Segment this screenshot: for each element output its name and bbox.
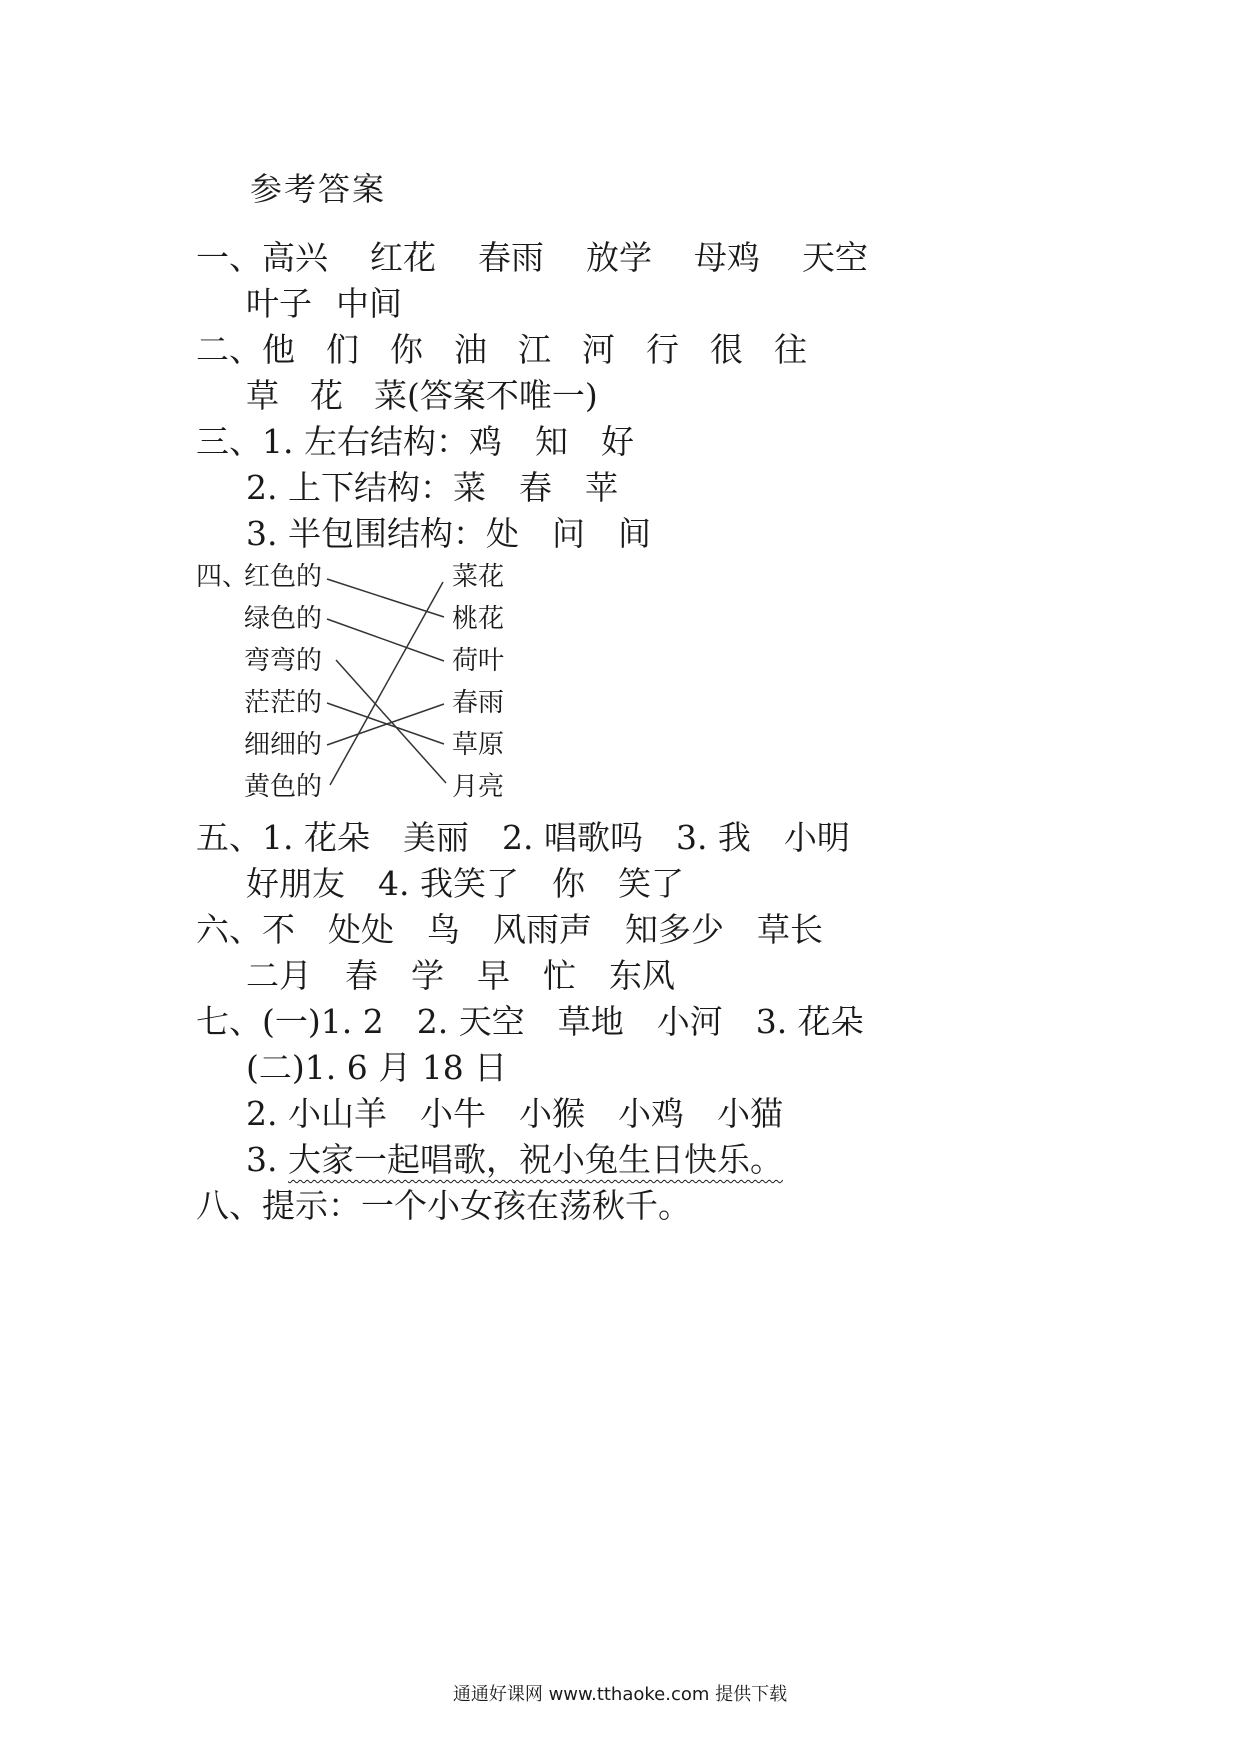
- section-8-line-1: [196, 1186, 691, 1226]
- section-2-word-4: 江: [518, 330, 551, 369]
- match-left-item-2: 弯弯的: [244, 646, 323, 676]
- section-2-word-0: 他: [262, 330, 295, 369]
- match-line-curved-moon: [336, 660, 446, 783]
- section-3-text-3: 3. 半包围结构：处 问 间: [246, 514, 651, 553]
- section-2-label: 二、: [196, 330, 262, 369]
- section-2-words: [262, 330, 807, 369]
- match-line-green-heye: [327, 619, 444, 661]
- match-right-item-5: 月亮: [452, 772, 505, 802]
- section-8-label: 八、: [196, 1186, 262, 1225]
- section-1-word-3: 放学: [586, 238, 652, 277]
- section-1-word-2-0: 叶子: [246, 284, 312, 323]
- match-line-yellow-rapeflower: [330, 582, 443, 785]
- section-1-word-4: 母鸡: [694, 238, 760, 277]
- section-1-words: [262, 238, 868, 277]
- section-2-word-2-0: 草: [246, 376, 279, 415]
- section-2-row-2: [246, 376, 598, 416]
- section-2-word-7: 很: [710, 330, 743, 369]
- section-1-word-2-1: 中间: [336, 284, 402, 323]
- section-2-word-5: 河: [582, 330, 615, 369]
- section-5-text-1: 1. 花朵 美丽 2. 唱歌吗 3. 我 小明: [262, 818, 850, 857]
- section-5-line-2: [246, 864, 684, 904]
- footer-source: 通通好课网 www.tthaoke.com 提供下载: [452, 1684, 788, 1705]
- section-3-text-1: 1. 左右结构：鸡 知 好: [262, 422, 634, 461]
- section-2-word-6: 行: [646, 330, 679, 369]
- section-1-word-1: 红花: [370, 238, 436, 277]
- section-6-line-2: [246, 956, 675, 996]
- section-2-word-2-1: 花: [310, 376, 343, 415]
- match-left-item-5: 黄色的: [244, 772, 323, 802]
- section-2-words-2: [246, 376, 598, 415]
- match-right-item-3: 春雨: [452, 688, 505, 718]
- match-line-thin-rain: [327, 704, 444, 745]
- section-2-word-3: 油: [454, 330, 487, 369]
- section-7-line-3: [246, 1094, 783, 1134]
- match-left-item-0: 红色的: [244, 562, 323, 592]
- section-3-line-2: [246, 468, 618, 508]
- section-3-text-2: 2. 上下结构：菜 春 苹: [246, 468, 618, 507]
- section-4-label: 四、: [196, 562, 249, 592]
- match-left-item-1: 绿色的: [244, 604, 323, 634]
- section-6-text-2: 二月 春 学 早 忙 东风: [246, 956, 675, 995]
- section-1-row-2: [246, 284, 402, 324]
- section-1-word-0: 高兴: [262, 238, 328, 277]
- section-2-word-1: 们: [326, 330, 359, 369]
- section-7-text-1: (一)1. 2 2. 天空 草地 小河 3. 花朵: [262, 1002, 864, 1041]
- page-title: 参考答案: [250, 170, 387, 208]
- section-5-label: 五、: [196, 818, 262, 857]
- section-7-text-2: (二)1. 6 月 18 日: [246, 1048, 508, 1087]
- section-2-word-2: 你: [390, 330, 423, 369]
- match-line-vast-grassland: [327, 703, 444, 744]
- match-right-item-1: 桃花: [452, 604, 505, 634]
- section-3-label: 三、: [196, 422, 262, 461]
- section-5-line-1: [196, 818, 850, 858]
- section-1-word-5: 天空: [802, 238, 868, 277]
- section-7-text-3: 2. 小山羊 小牛 小猴 小鸡 小猫: [246, 1094, 783, 1133]
- section-3-line-3: [246, 514, 651, 554]
- section-7-text-4-prefix: 3.: [246, 1140, 288, 1179]
- section-7-line-2: [246, 1048, 507, 1088]
- section-1-word-2: 春雨: [478, 238, 544, 277]
- section-1-row-1: [196, 238, 868, 278]
- match-right-item-4: 草原: [452, 730, 505, 760]
- section-8-text-1: 提示：一个小女孩在荡秋千。: [262, 1186, 691, 1225]
- match-right-item-0: 菜花: [452, 562, 505, 592]
- match-left-item-4: 细细的: [244, 730, 323, 760]
- section-7-wavy-underlined-answer: 大家一起唱歌，祝小兔生日快乐。: [287, 1140, 783, 1179]
- section-6-line-1: [196, 910, 823, 950]
- section-7-line-1: [196, 1002, 864, 1042]
- section-1-words-2: [246, 284, 402, 323]
- match-left-item-3: 茫茫的: [244, 688, 323, 718]
- section-6-text-1: 不 处处 鸟 风雨声 知多少 草长: [262, 910, 823, 949]
- section-2-word-2-2: 菜(答案不唯一): [374, 376, 598, 415]
- match-right-item-2: 荷叶: [452, 646, 505, 676]
- section-2-row-1: [196, 330, 807, 370]
- section-6-label: 六、: [196, 910, 262, 949]
- match-line-red-caihua: [327, 579, 444, 617]
- section-7-line-4: [246, 1140, 783, 1180]
- section-7-label: 七、: [196, 1002, 262, 1041]
- section-2-word-8: 往: [774, 330, 807, 369]
- section-1-label: 一、: [196, 238, 262, 277]
- section-3-line-1: [196, 422, 634, 462]
- section-5-text-2: 好朋友 4. 我笑了 你 笑了: [246, 864, 684, 903]
